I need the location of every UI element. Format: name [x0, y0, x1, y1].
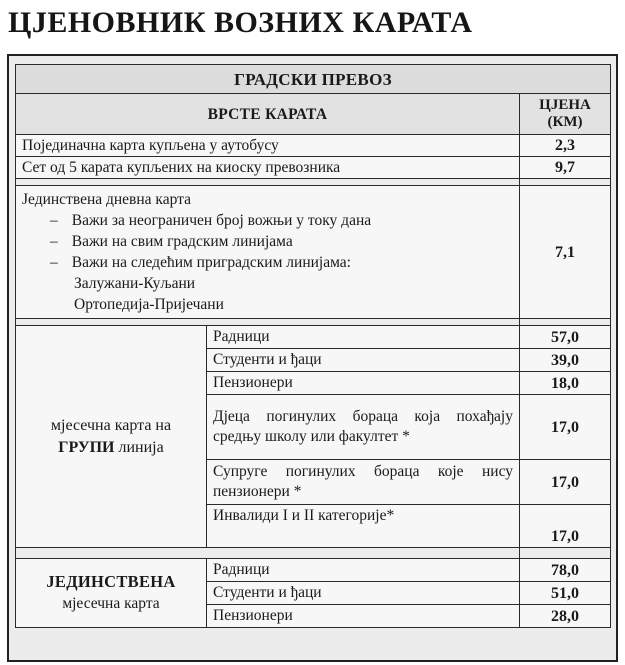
price-header: [520, 94, 611, 135]
category-price: 18,0: [520, 372, 611, 395]
single-monthly-label: [16, 559, 207, 628]
group-monthly-label-line1: мјесечна карта на: [50, 416, 172, 434]
category-label: Супруге погинулих бораца које нису пензионери *: [207, 460, 520, 505]
category-label: Радници: [207, 326, 520, 349]
day-ticket-label: Јединствена дневна карта: [22, 191, 191, 208]
category-price: 39,0: [520, 349, 611, 372]
category-label: Пензионери: [207, 605, 520, 628]
day-ticket-conditions: [22, 210, 513, 273]
group-monthly-label-rest: линија: [114, 438, 164, 456]
table-row: [16, 559, 611, 582]
list-item: – Важи на свим градским линијама: [44, 231, 513, 252]
category-label: Инвалиди I и II категорије*: [207, 505, 520, 548]
day-ticket-price: 7,1: [520, 186, 611, 319]
column-header-row: [16, 94, 611, 135]
category-price: 17,0: [520, 395, 611, 460]
group-monthly-label: [16, 326, 207, 548]
list-item: – Важи за неограничен број вожњи у току дана: [44, 210, 513, 231]
section-title: ГРАДСКИ ПРЕВОЗ: [16, 65, 611, 94]
category-label: Студенти и ђаци: [207, 349, 520, 372]
row-spacer: [16, 319, 611, 326]
category-price: 57,0: [520, 326, 611, 349]
ticket-label: Појединачна карта купљена у аутобусу: [16, 135, 520, 157]
single-monthly-label-line2: мјесечна карта: [62, 595, 160, 612]
category-price: 17,0: [520, 460, 611, 505]
route-item: Ортопедија-Пријечани: [74, 296, 224, 313]
ticket-types-header: ВРСТЕ КАРАТА: [16, 94, 520, 135]
page-title: ЦЈЕНОВНИК ВОЗНИХ КАРАТА: [8, 6, 473, 39]
category-label: Студенти и ђаци: [207, 582, 520, 605]
category-label: Дјеца погинулих бораца која похађају средњу школу или факултет *: [207, 395, 520, 460]
row-spacer: [16, 179, 611, 186]
category-price: 51,0: [520, 582, 611, 605]
table-row: [16, 326, 611, 349]
group-monthly-label-line2: [22, 437, 200, 459]
list-item: – Важи на следећим приградским линијама:: [44, 252, 513, 273]
category-label: Пензионери: [207, 372, 520, 395]
single-monthly-label-bold: ЈЕДИНСТВЕНА: [46, 572, 176, 591]
category-price: 78,0: [520, 559, 611, 582]
price-table: [15, 64, 611, 628]
table-row: [16, 135, 611, 157]
category-label: Радници: [207, 559, 520, 582]
ticket-price: 9,7: [520, 157, 611, 179]
day-ticket-row: [16, 186, 611, 319]
category-price: 28,0: [520, 605, 611, 628]
ticket-label: Сет од 5 карата купљених на киоску превозника: [16, 157, 520, 179]
price-header-line2: (КМ): [547, 114, 583, 130]
route-item: Залужани-Куљани: [74, 275, 196, 292]
section-header-row: [16, 65, 611, 94]
row-spacer: [16, 548, 611, 559]
ticket-price: 2,3: [520, 135, 611, 157]
group-monthly-label-bold: ГРУПИ: [58, 438, 115, 456]
table-row: [16, 157, 611, 179]
price-list-frame: [7, 54, 618, 662]
day-ticket-description: [16, 186, 520, 319]
price-header-line1: ЦЈЕНА: [539, 97, 591, 113]
category-price: 17,0: [520, 505, 611, 548]
